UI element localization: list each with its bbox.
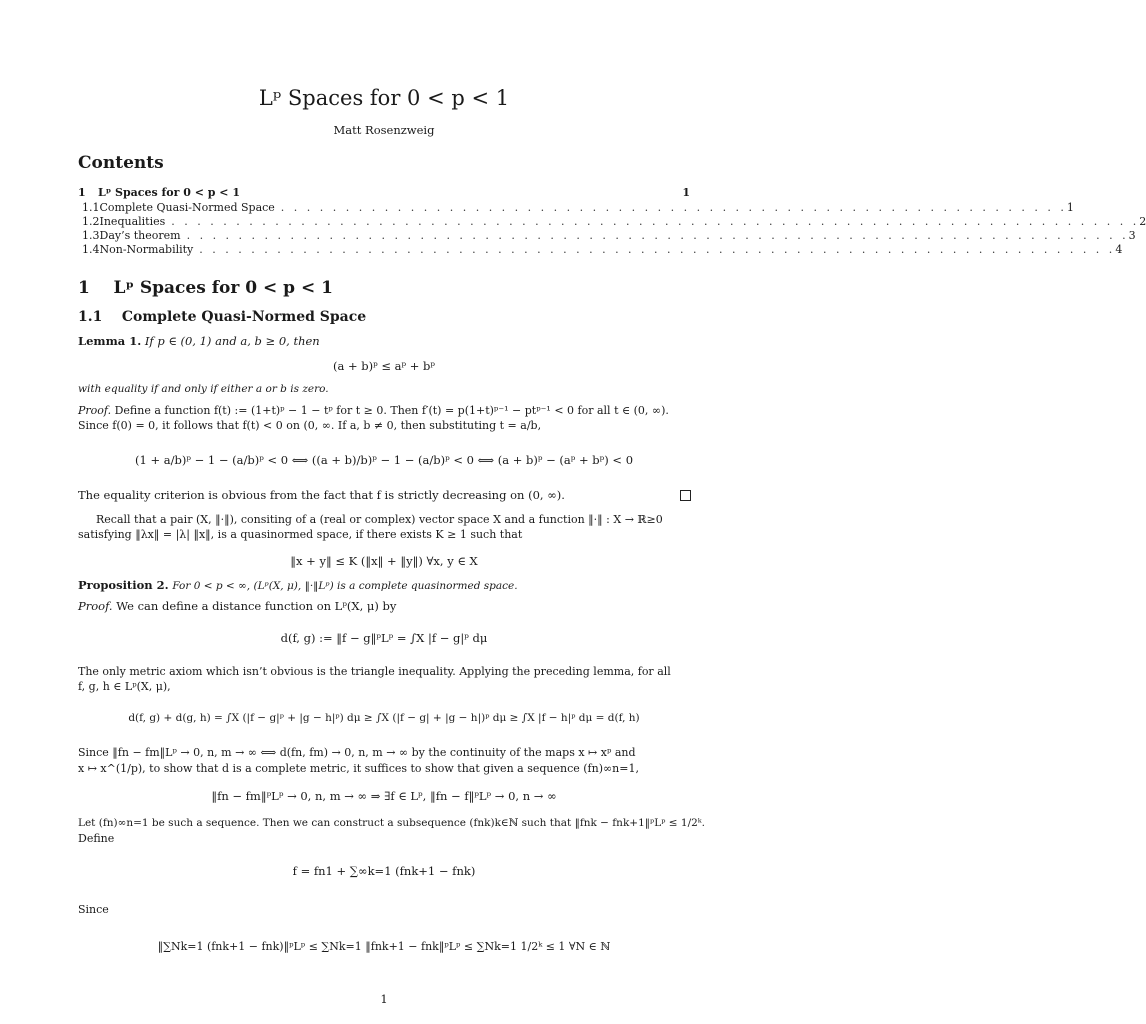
toc-entry-1-2[interactable]: [78, 215, 1146, 228]
proof1-display: (1 + a/b)ᵖ − 1 − (a/b)ᵖ < 0 ⟺ ((a + b)/b)ᵖ − 1 − (a/b)ᵖ < 0 ⟺ (a + b)ᵖ − (aᵖ + bᵖ) < 0: [134, 453, 634, 467]
proof2-display4: f = fn1 + ∑∞k=1 (fnk+1 − fnk): [292, 864, 476, 878]
author-name: Matt Rosenzweig: [333, 123, 435, 137]
proof-label: Proof.: [78, 404, 112, 417]
toc-leader: . . . . . . . . . . . . . . . . . . . . . . . . . . . . . . . . . . . . . . . . . . . . . . . . . . . . . . . . . . . . .: [280, 201, 1067, 214]
toc-label: Inequalities: [99, 215, 166, 228]
toc-number: 1.1: [82, 201, 100, 214]
toc-label: Non-Normability: [99, 243, 194, 256]
proof2-display2: d(f, g) + d(g, h) = ∫X (|f − g|ᵖ + |g − h|ᵖ) dμ ≥ ∫X (|f − g| + |g − h|)ᵖ dμ ≥ ∫X |f − h|ᵖ dμ = d(f, h): [128, 712, 640, 724]
proof2-line5: x ↦ x^(1/p), to show that d is a complete metric, it suffices to show that given a sequence (fn)∞n=1,: [78, 762, 639, 775]
proposition-label: Proposition 2.: [78, 578, 169, 592]
toc-page: 3: [1128, 229, 1136, 242]
proof2-display1: d(f, g) := ‖f − g‖ᵖLᵖ = ∫X |f − g|ᵖ dμ: [280, 631, 488, 645]
toc-leader: . . . . . . . . . . . . . . . . . . . . . . . . . . . . . . . . . . . . . . . . . . . . . . . . . . . . . . . . . . . . . . . . . . . . . . .: [199, 243, 1116, 256]
proof2-line4: Since ‖fn − fm‖Lᵖ → 0, n, m → ∞ ⟺ d(fn, fm) → 0, n, m → ∞ by the continuity of the maps x ↦ xᵖ and: [78, 746, 636, 759]
toc-page: 4: [1115, 243, 1123, 256]
section-heading: [78, 278, 333, 298]
lemma-label: Lemma 1.: [78, 334, 142, 348]
proof2-line3: f, g, h ∈ Lᵖ(X, μ),: [78, 680, 171, 693]
toc-page: 1: [682, 186, 690, 199]
proof2-line6: Let (fn)∞n=1 be such a sequence. Then we can construct a subsequence (fnk)k∈ℕ such that ‖fnk − fnk+1‖ᵖLᵖ ≤ 1/2ᵏ.: [78, 817, 705, 829]
toc-entry-1-3[interactable]: [78, 229, 1136, 242]
toc-number: 1.3: [82, 229, 100, 242]
proof2-display5: ‖∑Nk=1 (fnk+1 − fnk)‖ᵖLᵖ ≤ ∑Nk=1 ‖fnk+1 − fnk‖ᵖLᵖ ≤ ∑Nk=1 1/2ᵏ ≤ 1 ∀N ∈ ℕ: [157, 940, 611, 953]
proof2-line7: Define: [78, 832, 115, 845]
proposition-text: For 0 < p < ∞, (Lᵖ(X, μ), ‖·‖Lᵖ) is a complete quasinormed space.: [172, 580, 518, 592]
page-number: 1: [380, 992, 388, 1006]
proof1-line1: [78, 404, 690, 417]
section-number: 1: [78, 278, 90, 298]
qed-box: [680, 490, 691, 501]
toc-number: 1.2: [82, 215, 100, 228]
toc-entry-1-1[interactable]: [78, 201, 1074, 214]
toc-leader: . . . . . . . . . . . . . . . . . . . . . . . . . . . . . . . . . . . . . . . . . . . . . . . . . . . . . . . . . . . . . . . . . . . . . . . . .: [186, 229, 1129, 242]
subsection-number: 1.1: [78, 309, 103, 325]
toc-page: 2: [1139, 215, 1146, 228]
toc-entry-section-1[interactable]: [78, 186, 690, 199]
subsection-heading: [78, 309, 366, 325]
proof-text: We can define a distance function on Lᵖ(X, μ) by: [116, 599, 397, 613]
recall-line1: Recall that a pair (X, ‖·‖), consiting of a (real or complex) vector space X and a function ‖·‖ : X → ℝ≥0: [96, 513, 663, 526]
toc-number: 1: [78, 186, 86, 199]
subsection-title: Complete Quasi-Normed Space: [121, 309, 367, 325]
lemma-statement: [78, 334, 690, 348]
toc-label: Day’s theorem: [99, 229, 181, 242]
lemma-formula: (a + b)ᵖ ≤ aᵖ + bᵖ: [332, 359, 436, 373]
proof2-line8: Since: [78, 903, 109, 916]
toc-label: Complete Quasi-Normed Space: [99, 201, 275, 214]
proof1-line2: Since f(0) = 0, it follows that f(t) < 0 on (0, ∞. If a, b ≠ 0, then substituting t = a/b,: [78, 419, 542, 432]
proof2-line2: The only metric axiom which isn’t obvious is the triangle inequality. Applying the preceding lemma, for all: [78, 665, 671, 678]
proof1-conclusion: The equality criterion is obvious from the fact that f is strictly decreasing on (0, ∞).: [78, 488, 565, 502]
toc-entry-1-4[interactable]: [78, 243, 1123, 256]
proof2-display3: ‖fn − fm‖ᵖLᵖ → 0, n, m → ∞ ⇒ ∃f ∈ Lᵖ, ‖fn − f‖ᵖLᵖ → 0, n → ∞: [211, 789, 557, 803]
contents-heading: Contents: [78, 153, 164, 173]
recall-display: ‖x + y‖ ≤ K (‖x‖ + ‖y‖) ∀x, y ∈ X: [290, 554, 478, 568]
lemma-equality: with equality if and only if either a or b is zero.: [78, 383, 329, 395]
toc-page: 1: [1066, 201, 1074, 214]
section-title: Lᵖ Spaces for 0 < p < 1: [113, 278, 333, 298]
paper-title: Lᵖ Spaces for 0 < p < 1: [258, 86, 510, 110]
lemma-text: If p ∈ (0, 1) and a, b ≥ 0, then: [144, 334, 320, 348]
proof2-line1: [78, 599, 690, 613]
proposition-statement: [78, 578, 690, 592]
proof-text: Define a function f(t) := (1+t)ᵖ − 1 − tᵖ for t ≥ 0. Then f′(t) = p(1+t)ᵖ⁻¹ − ptᵖ⁻¹ < 0 for all t ∈ (0, ∞).: [114, 404, 669, 417]
toc-leader: . . . . . . . . . . . . . . . . . . . . . . . . . . . . . . . . . . . . . . . . . . . . . . . . . . . . . . . . . . . . . . . . . . . . . . . . . . .: [171, 215, 1140, 228]
recall-line2: satisfying ‖λx‖ = |λ| ‖x‖, is a quasinormed space, if there exists K ≥ 1 such that: [78, 528, 523, 541]
toc-label: Lᵖ Spaces for 0 < p < 1: [98, 186, 240, 199]
toc-number: 1.4: [82, 243, 100, 256]
proof-label: Proof.: [78, 599, 113, 613]
